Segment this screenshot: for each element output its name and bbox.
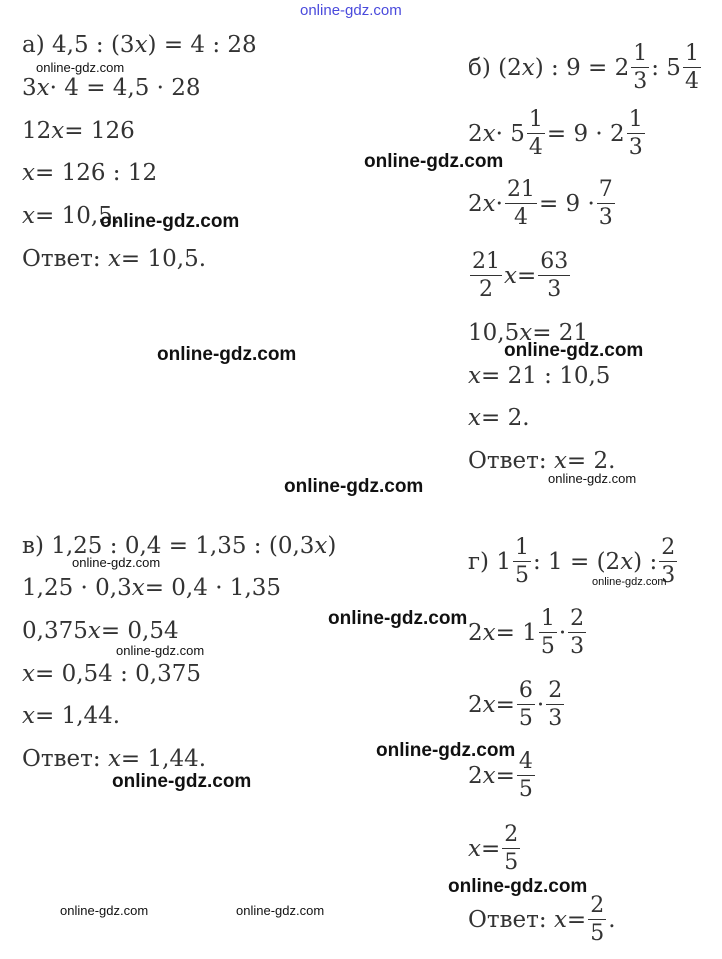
fraction-bar [538,275,570,276]
fraction [517,751,535,801]
answer-value: = 2. [566,448,616,474]
variable: x [553,907,567,933]
part-v-answer [22,744,206,774]
fraction-bar [597,203,615,204]
variable: x [482,763,496,789]
fraction-bar [539,632,557,633]
watermark: online-gdz.com [284,476,424,497]
watermark: online-gdz.com [157,344,297,365]
numerator: 1 [628,107,643,132]
fraction [505,179,537,229]
part-a-term: 3 [22,75,37,101]
fraction-bar [627,133,645,134]
fraction-bar [659,561,677,562]
numerator: 21 [506,177,535,202]
numerator: 2 [504,822,519,847]
part-b-line-7 [468,403,530,433]
part-g-term: = [480,836,501,862]
fraction-bar [568,632,586,633]
variable: x [519,320,533,346]
fraction-bar [513,561,531,562]
fraction [539,608,557,658]
numerator: 7 [598,177,613,202]
variable: x [468,836,481,862]
part-g-line-2 [468,602,588,664]
part-v-line-4 [22,659,201,689]
denominator: 5 [590,921,605,946]
fraction-bar [546,704,564,705]
fraction [588,895,606,945]
fraction [502,824,520,874]
part-b-term: = 9 · [538,191,595,217]
variable: x [134,32,148,58]
variable: x [22,160,35,186]
fraction [513,537,531,587]
part-a-answer [22,244,206,274]
numerator: 1 [684,41,699,66]
part-g-expr: ) : [633,549,658,575]
watermark: online-gdz.com [72,555,161,570]
denominator: 2 [479,277,493,302]
part-b-term: 2 [468,121,483,147]
variable: x [482,121,496,147]
variable: x [553,448,567,474]
part-v-term: 0,375 [22,618,88,644]
part-v-line-3 [22,616,179,646]
part-a-term: 12 [22,118,52,144]
numerator: 1 [540,606,555,631]
watermark: online-gdz.com [504,340,644,361]
fraction [470,251,502,301]
denominator: 3 [570,634,585,659]
denominator: 3 [548,706,563,731]
part-g-expr: : 1 = (2 [532,549,621,575]
numerator: 2 [570,606,585,631]
numerator: 2 [548,678,563,703]
part-a-line-3 [22,116,135,146]
variable: x [314,533,328,559]
part-b-term: = 21 [532,320,589,346]
answer-label: Ответ: [468,448,547,474]
answer-value: = 10,5. [120,246,207,272]
denominator: 4 [684,69,699,94]
watermark: online-gdz.com [448,876,588,897]
part-g-term: 2 [468,620,483,646]
fraction [597,179,615,229]
part-g-answer [468,889,616,951]
answer-label: Ответ: [22,746,101,772]
numerator: 6 [518,678,533,703]
part-b-term: · 5 [495,121,525,147]
numerator: 1 [514,535,529,560]
part-b-expr: : 5 [651,55,681,81]
answer-label: Ответ: [22,246,101,272]
part-a-term-tail: = 10,5. [34,203,121,229]
denominator: 5 [540,634,555,659]
part-b-expr: (2 [498,55,522,81]
numerator: 63 [540,249,569,274]
numerator: 2 [661,535,676,560]
part-b-term: 10,5 [468,320,520,346]
part-g-line-5 [468,818,522,880]
variable: x [51,118,65,144]
denominator: 4 [528,135,543,160]
part-g-term: 2 [468,692,483,718]
part-g-term: = 1 [495,620,537,646]
part-b-term: = 9 · 2 [546,121,625,147]
numerator: 1 [528,107,543,132]
part-v-line-5 [22,701,120,731]
answer-value: = [566,907,587,933]
part-b-expr: ) : 9 = 2 [534,55,630,81]
fraction [517,680,535,730]
watermark: online-gdz.com [236,903,325,918]
variable: x [131,575,145,601]
part-b-line-3 [468,174,617,234]
fraction [527,109,545,159]
fraction-bar [502,848,520,849]
part-b-term: = 2. [480,405,530,431]
part-g-expr: 1 [496,549,511,575]
part-b-term: = [516,263,537,289]
part-v-term: = 1,44. [34,703,121,729]
part-g-term: 2 [468,763,483,789]
fraction-bar [683,67,701,68]
variable: x [468,363,481,389]
numerator: 2 [590,893,605,918]
denominator: 5 [504,850,519,875]
denominator: 5 [514,563,529,588]
variable: x [482,692,496,718]
part-a-line-4 [22,158,157,188]
part-b-line-4 [468,246,572,306]
part-b-term: · [495,191,503,217]
variable: x [107,246,121,272]
part-v-line-2 [22,573,281,603]
part-b-label: б) [468,55,491,81]
part-a-line-2 [22,73,201,103]
fraction-bar [517,775,535,776]
part-b-line-1 [468,38,703,98]
answer-value: = 1,44. [120,746,207,772]
part-a-expr-tail: ) = 4 : 28 [147,32,257,58]
part-g-term: = [495,763,515,789]
denominator: 3 [598,205,613,230]
watermark: online-gdz.com [364,151,504,172]
part-a-expr: 4,5 : (3 [52,32,135,58]
watermark: online-gdz.com [116,643,205,658]
denominator: 5 [518,777,533,802]
watermark: online-gdz.com [328,608,468,629]
fraction [568,608,586,658]
fraction-bar [470,275,502,276]
part-v-term: = 0,54 [100,618,179,644]
denominator: 3 [547,277,562,302]
part-a-term-tail: = 126 [64,118,135,144]
fraction [546,680,564,730]
part-a-term-tail: · 4 = 4,5 · 28 [49,75,201,101]
variable: x [504,263,517,289]
watermark: online-gdz.com [36,60,125,75]
numerator: 1 [633,41,648,66]
variable: x [620,549,634,575]
variable: x [22,661,35,687]
part-v-term: = 0,54 : 0,375 [34,661,201,687]
denominator: 5 [518,706,533,731]
fraction [627,109,645,159]
watermark: online-gdz.com [376,740,516,761]
variable: x [22,203,35,229]
part-g-term: · [558,620,567,646]
denominator: 3 [633,69,648,94]
variable: x [87,618,101,644]
part-v-expr: ) [327,533,337,559]
numerator: 21 [472,249,500,274]
part-v-label: в) [22,533,44,559]
part-b-term: = 21 : 10,5 [480,363,611,389]
variable: x [107,746,121,772]
watermark: online-gdz.com [60,903,149,918]
part-v-term: 1,25 · 0,3 [22,575,132,601]
part-a-line-1 [22,30,257,60]
part-a-term-tail: = 126 : 12 [34,160,158,186]
watermark: online-gdz.com [548,471,637,486]
part-g-term: = [495,692,515,718]
variable: x [36,75,50,101]
watermark: online-gdz.com [300,2,402,19]
variable: x [22,703,35,729]
fraction-bar [505,203,537,204]
variable: x [521,55,535,81]
part-g-label: г) [468,549,490,575]
variable: x [482,620,496,646]
part-v-line-1 [22,531,336,561]
part-g-term: · [536,692,545,718]
part-v-expr: 1,25 : 0,4 = 1,35 : (0,3 [51,533,315,559]
part-a-label: а) [22,32,45,58]
denominator: 4 [513,205,528,230]
fraction-bar [527,133,545,134]
denominator: 3 [661,563,676,588]
fraction-bar [588,919,606,920]
fraction [683,43,701,93]
variable: x [468,405,481,431]
fraction-bar [517,704,535,705]
watermark: online-gdz.com [592,576,667,588]
part-v-term: = 0,4 · 1,35 [144,575,282,601]
answer-label: Ответ: [468,907,547,933]
part-g-line-3 [468,674,566,736]
part-b-line-6 [468,361,610,391]
watermark: online-gdz.com [100,211,240,232]
watermark: online-gdz.com [112,771,252,792]
fraction [538,251,570,301]
variable: x [482,191,496,217]
answer-value: . [608,907,616,933]
denominator: 3 [628,135,643,160]
part-b-term: 2 [468,191,483,217]
fraction [631,43,649,93]
fraction-bar [631,67,649,68]
numerator: 4 [518,749,533,774]
